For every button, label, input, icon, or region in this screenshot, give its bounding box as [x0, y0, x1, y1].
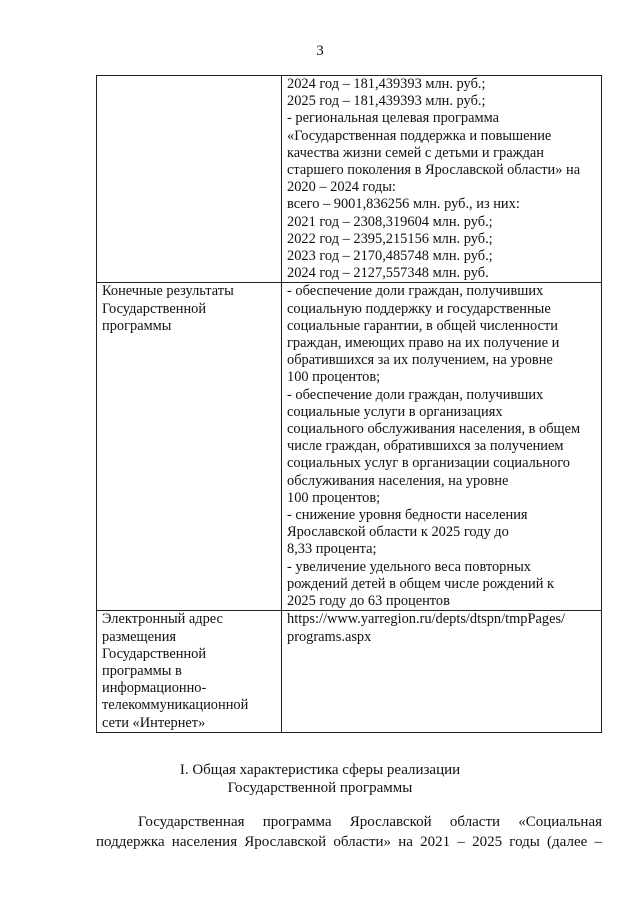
final-results-line: - обеспечение доли граждан, получивших — [287, 386, 544, 403]
web-address-label-line: Электронный адрес — [102, 611, 223, 628]
final-results-label-cell — [97, 283, 282, 611]
web-address-value-cell — [282, 611, 602, 732]
final-results-line: граждан, имеющих право на их получение и — [287, 335, 560, 352]
web-address-label-line: размещения — [102, 628, 177, 645]
table-row-financing — [97, 76, 602, 283]
financing-line: 2022 год – 2395,215156 млн. руб.; — [287, 230, 493, 247]
final-results-label-line: Конечные результаты — [102, 283, 234, 300]
financing-line: всего – 9001,836256 млн. руб., из них: — [287, 196, 520, 213]
web-address-label-line: информационно- — [102, 680, 207, 697]
web-address-label-line: программы в — [102, 662, 182, 679]
final-results-line: рождений детей в общем числе рождений к — [287, 575, 555, 592]
financing-line: 2021 год – 2308,319604 млн. руб.; — [287, 213, 493, 230]
final-results-line: - увеличение удельного веса повторных — [287, 558, 531, 575]
final-results-line: социальные гарантии, в общей численности — [287, 317, 558, 334]
financing-line: - региональная целевая программа — [287, 110, 499, 127]
web-address-label-line: телекоммуникационной — [102, 697, 249, 714]
financing-line: 2024 год – 2127,557348 млн. руб. — [287, 265, 489, 282]
section-heading-line: Государственной программы — [227, 780, 413, 796]
body-paragraph-line: Государственная программа Ярославской области «Социальная — [138, 814, 602, 830]
final-results-value-cell — [282, 283, 602, 611]
web-address-label-line: Государственной — [102, 645, 207, 662]
final-results-line: обратившихся за их получением, на уровне — [287, 352, 553, 369]
section-heading-line: I. Общая характеристика сферы реализации — [179, 762, 461, 778]
final-results-line: - снижение уровня бедности населения — [287, 507, 528, 524]
table-row-web-address — [97, 611, 602, 732]
final-results-line: социальные услуги в организациях — [287, 403, 503, 420]
final-results-line: Ярославской области к 2025 году до — [287, 524, 509, 541]
final-results-line: - обеспечение доли граждан, получивших — [287, 283, 544, 300]
web-address-line: https://www.yarregion.ru/depts/dtspn/tmpPages/ — [287, 611, 566, 628]
final-results-line: 100 процентов; — [287, 369, 381, 386]
financing-line: 2020 – 2024 годы: — [287, 179, 396, 196]
web-address-label-cell — [97, 611, 282, 732]
page-number: 3 — [316, 43, 324, 59]
financing-line: качества жизни семей с детьми и граждан — [287, 144, 544, 161]
financing-line: «Государственная поддержка и повышение — [287, 127, 552, 144]
final-results-line: социальную поддержку и государственные — [287, 300, 551, 317]
web-address-label-line: сети «Интернет» — [102, 714, 206, 731]
table-row-final-results — [97, 283, 602, 611]
program-passport-table — [96, 75, 602, 733]
financing-label-cell — [97, 76, 282, 283]
body-paragraph-line: поддержка населения Ярославской области» на 2021 – 2025 годы (далее – — [96, 834, 602, 850]
financing-value-cell — [282, 76, 602, 283]
final-results-line: социального обслуживания населения, в общем — [287, 421, 581, 438]
final-results-line: 8,33 процента; — [287, 541, 377, 558]
final-results-line: числе граждан, обратившихся за получением — [287, 438, 564, 455]
web-address-line: programs.aspx — [287, 628, 372, 645]
final-results-line: 2025 году до 63 процентов — [287, 593, 450, 610]
financing-line: 2023 год – 2170,485748 млн. руб.; — [287, 248, 493, 265]
final-results-line: социальных услуг в организации социального — [287, 455, 570, 472]
final-results-line: обслуживания населения, на уровне — [287, 472, 509, 489]
final-results-line: 100 процентов; — [287, 489, 381, 506]
final-results-label-line: Государственной — [102, 300, 207, 317]
financing-line: 2024 год – 181,439393 млн. руб.; — [287, 76, 486, 92]
body-paragraph — [96, 812, 602, 852]
section-heading — [0, 761, 640, 797]
financing-line: 2025 год – 181,439393 млн. руб.; — [287, 93, 486, 110]
final-results-label-line: программы — [102, 317, 172, 334]
financing-line: старшего поколения в Ярославской области» на — [287, 162, 581, 179]
